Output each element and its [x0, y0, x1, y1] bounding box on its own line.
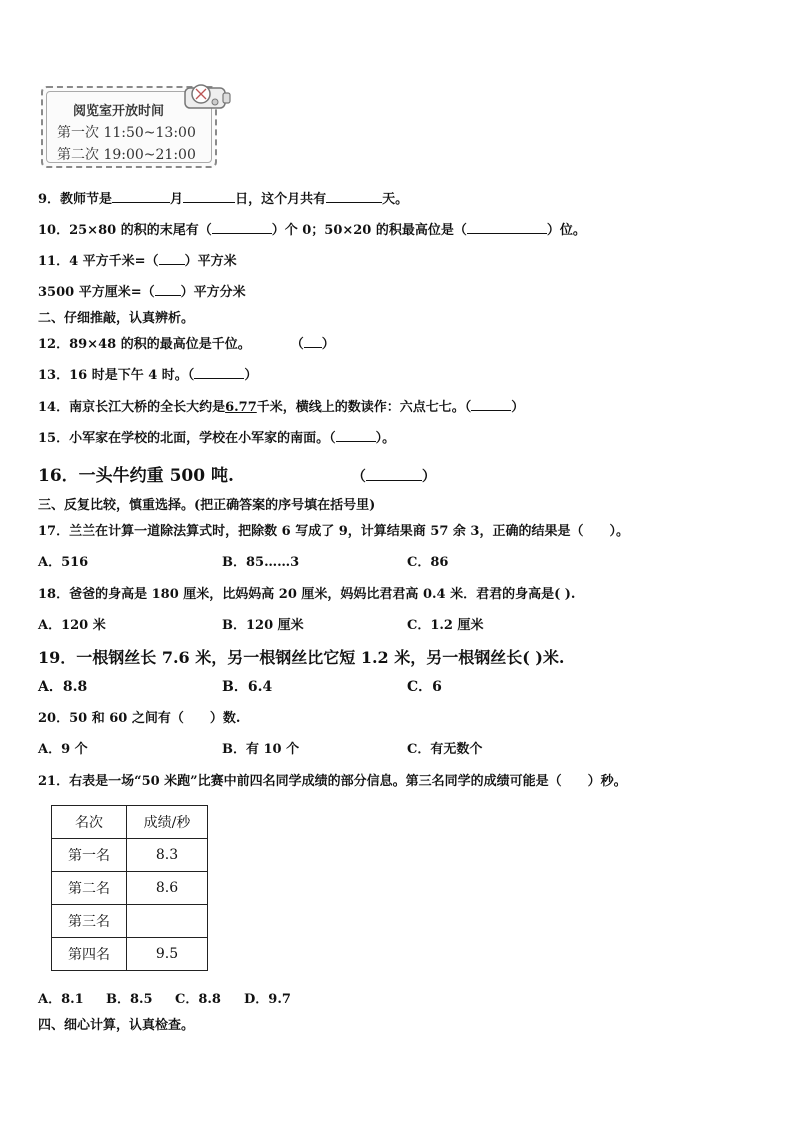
table-header-rank: 名次 [52, 806, 127, 839]
q10-blank-2[interactable] [467, 221, 547, 234]
table-cell-time: 8.6 [127, 872, 208, 905]
table-cell-rank: 第四名 [52, 938, 127, 971]
q10-text-a: 10．25×80 的积的末尾有（ [38, 223, 212, 238]
q11-text-b: ）平方米 [184, 254, 237, 269]
question-16 [38, 461, 436, 486]
table-cell-rank: 第一名 [52, 839, 127, 872]
q13-blank[interactable] [194, 366, 244, 379]
q12-blank[interactable] [304, 335, 322, 348]
question-13 [38, 364, 257, 383]
projector-icon [183, 80, 233, 114]
q10-text-c: ）位。 [546, 223, 586, 238]
q12-text: 12．89×48 的积的最高位是千位。 [38, 337, 251, 352]
q18-option-c[interactable]: C．1.2 厘米 [407, 618, 484, 633]
q10-blank-1[interactable] [212, 221, 272, 234]
q16-blank[interactable] [366, 468, 422, 481]
q17-option-a[interactable]: A．516 [38, 555, 89, 570]
q21-option-d[interactable]: D．9.7 [244, 992, 291, 1007]
q19-option-b[interactable]: B．6.4 [222, 679, 273, 695]
q17-option-b[interactable]: B．85……3 [222, 555, 300, 570]
q19-option-a[interactable]: A．8.8 [38, 679, 88, 695]
q15-blank[interactable] [336, 429, 376, 442]
q20-option-a[interactable]: A．9 个 [38, 742, 88, 757]
q14-close-paren: ） [511, 400, 525, 415]
q9-text-b: 月 [170, 192, 184, 207]
table-row [52, 872, 208, 905]
table-header-row [52, 806, 208, 839]
q12-open-paren: （ [290, 337, 304, 352]
q9-text-a: 9．教师节是 [38, 192, 113, 207]
table-row [52, 905, 208, 938]
q9-text-c: 日，这个月共有 [235, 192, 327, 207]
question-12 [38, 333, 335, 352]
section-2-heading: 二、仔细推敲，认真辨析。 [38, 311, 195, 326]
q21-option-a[interactable]: A．8.1 [38, 992, 84, 1007]
notice-row-first: 第一次 11:50~13:00 [57, 125, 196, 141]
q20-option-c[interactable]: C．有无数个 [407, 742, 483, 757]
q11b-blank-1[interactable] [155, 283, 181, 296]
q18-option-a[interactable]: A．120 米 [38, 618, 106, 633]
q15-close-paren: ）。 [375, 431, 396, 446]
q12-close-paren: ） [321, 337, 335, 352]
question-10 [38, 219, 586, 238]
question-18: 18．爸爸的身高是 180 厘米，比妈妈高 20 厘米，妈妈比君君高 0.4 米．君君的身高是( ). [38, 587, 576, 602]
notice-title: 阅览室开放时间 [73, 104, 165, 119]
question-15 [38, 427, 395, 446]
q13-text: 13．16 时是下午 4 时。（ [38, 368, 195, 383]
question-11 [38, 250, 237, 269]
section-4-heading: 四、细心计算，认真检查。 [38, 1018, 195, 1033]
table-cell-time [127, 905, 208, 938]
q19-option-c[interactable]: C．6 [407, 679, 442, 695]
q9-blank-month[interactable] [112, 190, 170, 203]
table-cell-rank: 第三名 [52, 905, 127, 938]
q17-option-c[interactable]: C．86 [407, 555, 449, 570]
q9-blank-day[interactable] [183, 190, 235, 203]
q21-option-b[interactable]: B．8.5 [106, 992, 153, 1007]
q16-text: 16．一头牛约重 500 吨. [38, 466, 234, 486]
question-21: 21．右表是一场“50 米跑”比赛中前四名同学成绩的部分信息。第三名同学的成绩可能是（ ）秒。 [38, 774, 627, 789]
q9-blank-days[interactable] [326, 190, 382, 203]
notice-row-second: 第二次 19:00~21:00 [57, 147, 196, 163]
q13-close-paren: ） [244, 368, 258, 383]
q14-text-b: 千米，横线上的数读作：六点七七。（ [256, 400, 472, 415]
table-cell-rank: 第二名 [52, 872, 127, 905]
q16-close-paren: ） [421, 469, 436, 485]
q18-option-b[interactable]: B．120 厘米 [222, 618, 304, 633]
table-header-time: 成绩/秒 [127, 806, 208, 839]
q14-blank[interactable] [471, 398, 511, 411]
race-result-table [51, 805, 208, 971]
q11b-text-b: ）平方分米 [180, 285, 246, 300]
q9-text-d: 天。 [382, 192, 409, 207]
q14-text-a: 14．南京长江大桥的全长大约是 [38, 400, 226, 415]
q14-underlined-number: 6.77 [225, 400, 257, 415]
q21-option-c[interactable]: C．8.8 [175, 992, 221, 1007]
question-19: 19．一根钢丝长 7.6 米，另一根钢丝比它短 1.2 米，另一根钢丝长( )米. [38, 648, 565, 667]
question-11-part-2 [38, 281, 246, 300]
question-20: 20．50 和 60 之间有（ ）数. [38, 711, 241, 726]
table-cell-time: 8.3 [127, 839, 208, 872]
q20-option-b[interactable]: B．有 10 个 [222, 742, 300, 757]
q11-text-a: 11．4 平方千米=（ [38, 254, 159, 269]
table-cell-time: 9.5 [127, 938, 208, 971]
table-row [52, 839, 208, 872]
q15-text: 15．小军家在学校的北面，学校在小军家的南面。（ [38, 431, 336, 446]
q11b-text-a: 3500 平方厘米=（ [38, 285, 155, 300]
q10-text-b: ）个 0；50×20 的积最高位是（ [271, 223, 467, 238]
question-17: 17．兰兰在计算一道除法算式时，把除数 6 写成了 9，计算结果商 57 余 3，正确的结果是（ ）。 [38, 524, 629, 539]
section-3-heading: 三、反复比较，慎重选择。(把正确答案的序号填在括号里) [38, 498, 376, 513]
question-14 [38, 396, 524, 415]
table-row [52, 938, 208, 971]
q16-open-paren: （ [351, 469, 366, 485]
question-9 [38, 188, 408, 207]
q11-blank-1[interactable] [159, 252, 185, 265]
